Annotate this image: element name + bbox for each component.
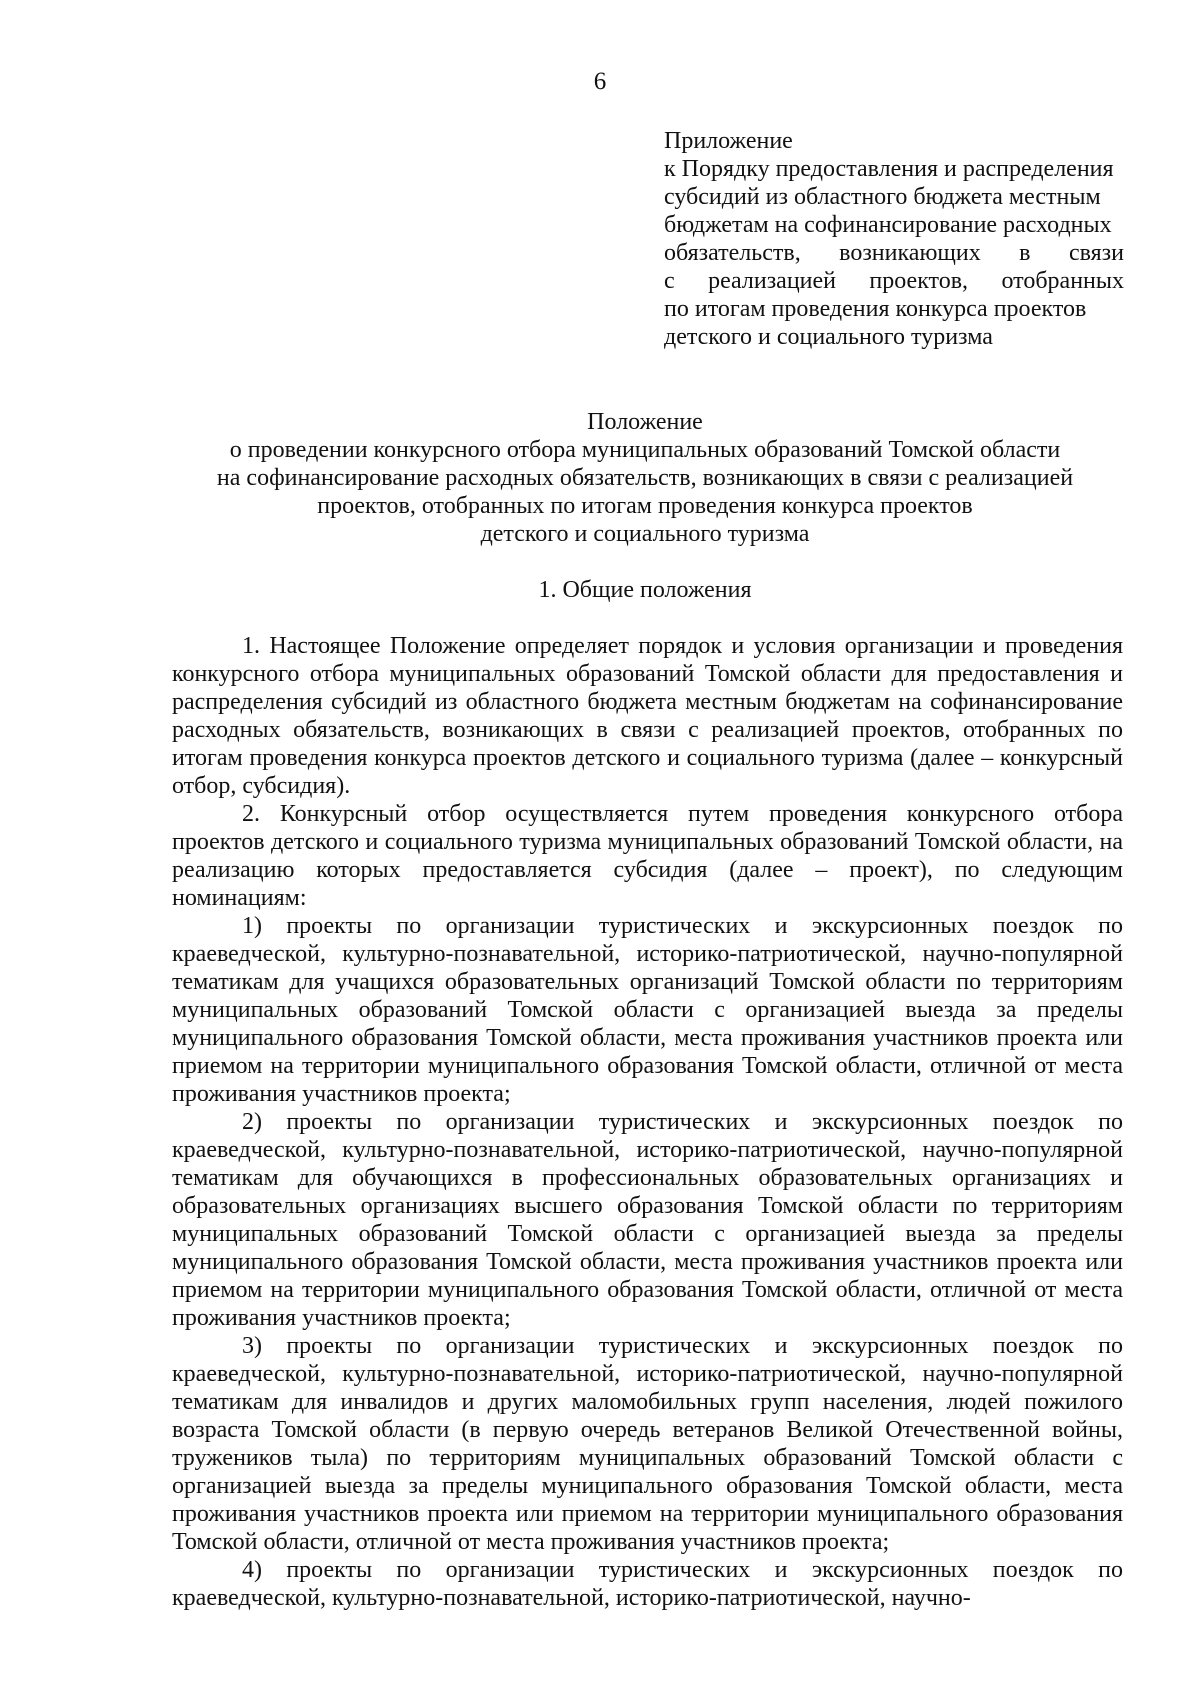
appendix-line: с реализацией проектов, отобранных — [664, 268, 1124, 294]
appendix-block — [664, 127, 1124, 351]
regulation-title-line: на софинансирование расходных обязательств, возникающих в связи с реализацией — [216, 465, 1074, 491]
appendix-line: по итогам проведения конкурса проектов — [664, 296, 1087, 322]
regulation-title-line: о проведении конкурсного отбора муниципальных образований Томской области — [229, 437, 1061, 463]
appendix-line: к Порядку предоставления и распределения — [664, 156, 1114, 182]
regulation-title-line: детского и социального туризма — [480, 521, 810, 547]
list-item: 4) проекты по организации туристических и экскурсионных поездок по краеведческой, культурно-познавательной, историко-патриотической, научно- — [172, 1557, 1123, 1611]
regulation-title — [160, 408, 1130, 548]
appendix-line: субсидий из областного бюджета местным — [664, 184, 1101, 210]
appendix-line: детского и социального туризма — [664, 324, 993, 350]
page-number: 6 — [593, 68, 607, 95]
section-heading: 1. Общие положения — [538, 577, 752, 603]
appendix-line: обязательств, возникающих в связи — [664, 240, 1124, 266]
list-item: 2) проекты по организации туристических и экскурсионных поездок по краеведческой, культурно-познавательной, историко-патриотической, научно-популярной тематикам для обучающихся в профессиональных образовательных организациях и образовательных организациях высшего образования Томской области по территориям муниципальных образований Томской области с организацией выезда за пределы муниципального образования Томской области, места проживания участников проекта или приемом на территории муниципального образования Томской области, отличной от места проживания участников проекта; — [172, 1109, 1123, 1331]
appendix-line: Приложение — [664, 128, 793, 154]
regulation-title-line: Положение — [587, 409, 703, 435]
list-item: 3) проекты по организации туристических и экскурсионных поездок по краеведческой, культурно-познавательной, историко-патриотической, научно-популярной тематикам для инвалидов и других маломобильных групп населения, людей пожилого возраста Томской области (в первую очередь ветеранов Великой Отечественной войны, тружеников тыла) по территориям муниципальных образований Томской области с организацией выезда за пределы муниципального образования Томской области, места проживания участников проекта или приемом на территории муниципального образования Томской области, отличной от места проживания участников проекта; — [172, 1333, 1123, 1555]
regulation-title-line: проектов, отобранных по итогам проведения конкурса проектов — [317, 493, 973, 519]
list-item: 1) проекты по организации туристических и экскурсионных поездок по краеведческой, культурно-познавательной, историко-патриотической, научно-популярной тематикам для учащихся образовательных организаций Томской области по территориям муниципальных образований Томской области с организацией выезда за пределы муниципального образования Томской области, места проживания участников проекта или приемом на территории муниципального образования Томской области, отличной от места проживания участников проекта; — [172, 913, 1123, 1107]
body-text — [172, 632, 1123, 1612]
appendix-line: бюджетам на софинансирование расходных — [664, 212, 1112, 238]
paragraph: 2. Конкурсный отбор осуществляется путем проведения конкурсного отбора проектов детского и социального туризма муниципальных образований Томской области, на реализацию которых предоставляется субсидия (далее – проект), по следующим номинациям: — [172, 801, 1123, 911]
paragraph: 1. Настоящее Положение определяет порядок и условия организации и проведения конкурсного отбора муниципальных образований Томской области для предоставления и распределения субсидий из областного бюджета местным бюджетам на софинансирование расходных обязательств, возникающих в связи с реализацией проектов, отобранных по итогам проведения конкурса проектов детского и социального туризма (далее – конкурсный отбор, субсидия). — [172, 633, 1123, 799]
